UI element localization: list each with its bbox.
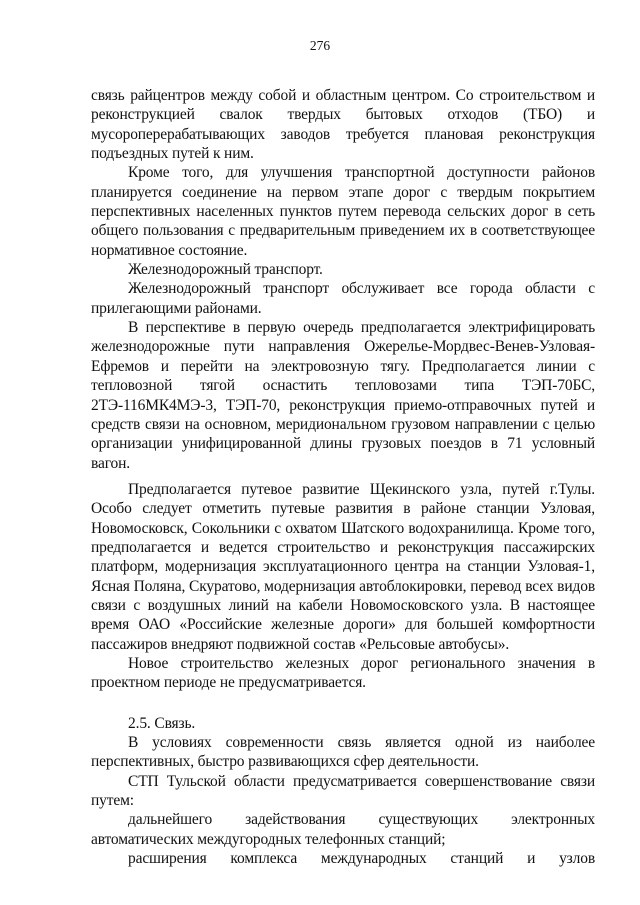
section-subheading: Железнодорожный транспорт. <box>128 261 323 279</box>
list-item: дальнейшего задействования существующих электронных автоматических междугородных телефонных станций; <box>91 811 595 848</box>
page-number: 276 <box>309 38 331 53</box>
paragraph: Предполагается путевое развитие Щекинского узла, путей г.Тулы. Особо следует отметить путевые развития в районе станции Узловая, Новомосковск, Сокольники с охватом Шатского водохранилища. Кроме того, предполагается и ведется строительство и реконструкция пассажирских платформ, модернизация эксплуатационного центра на станции Узловая-1, Ясная Поляна, Скуратово, модернизация автоблокировки, перевод всех видов связи с воздушных линий на кабели Новомосковского узла. В настоящее время ОАО «Российские железные дороги» для большей комфортности пассажиров внедряют подвижной состав «Рельсовые автобусы». <box>91 480 595 653</box>
paragraph: Новое строительство железных дорог регионального значения в проектном периоде не предусматривается. <box>91 654 595 692</box>
paragraph: СТП Тульской области предусматривается совершенствование связи путем: <box>91 772 595 810</box>
list-item: расширения комплекса международных станций и узлов <box>128 850 595 868</box>
paragraph: Железнодорожный транспорт обслуживает все города области с прилегающими районами. <box>91 280 595 317</box>
document-body <box>91 86 595 868</box>
paragraph: В перспективе в первую очередь предполагается электрифицировать железнодорожные пути направления Ожерелье-Мордвес-Венев-Узловая-Ефремов и перейти на электровозную тягу. Предполагается линии с тепловозной тягой оснастить тепловозами типа ТЭП-70БС, 2ТЭ-116МК4МЭ-3, ТЭП-70, реконструкция приемо-отправочных путей и средств связи на основном, меридиональном грузовом направлении с целью организации унифицированной длины грузовых поездов в 71 условный вагон. <box>91 319 595 472</box>
section-heading: 2.5. Связь. <box>128 714 196 732</box>
paragraph: Кроме того, для улучшения транспортной доступности районов планируется соединение на первом этапе дорог с твердым покрытием перспективных населенных пунктов путем перевода сельских дорог в сеть общего пользования с предварительным приведением их в соответствующее нормативное состояние. <box>91 164 595 259</box>
paragraph: связь райцентров между собой и областным центром. Со строительством и реконструкцией свалок твердых бытовых отходов (ТБО) и мусороперерабатывающих заводов требуется плановая реконструкция подъездных путей к ним. <box>91 87 595 163</box>
paragraph: В условиях современности связь является одной из наиболее перспективных, быстро развивающихся сфер деятельности. <box>91 734 595 771</box>
